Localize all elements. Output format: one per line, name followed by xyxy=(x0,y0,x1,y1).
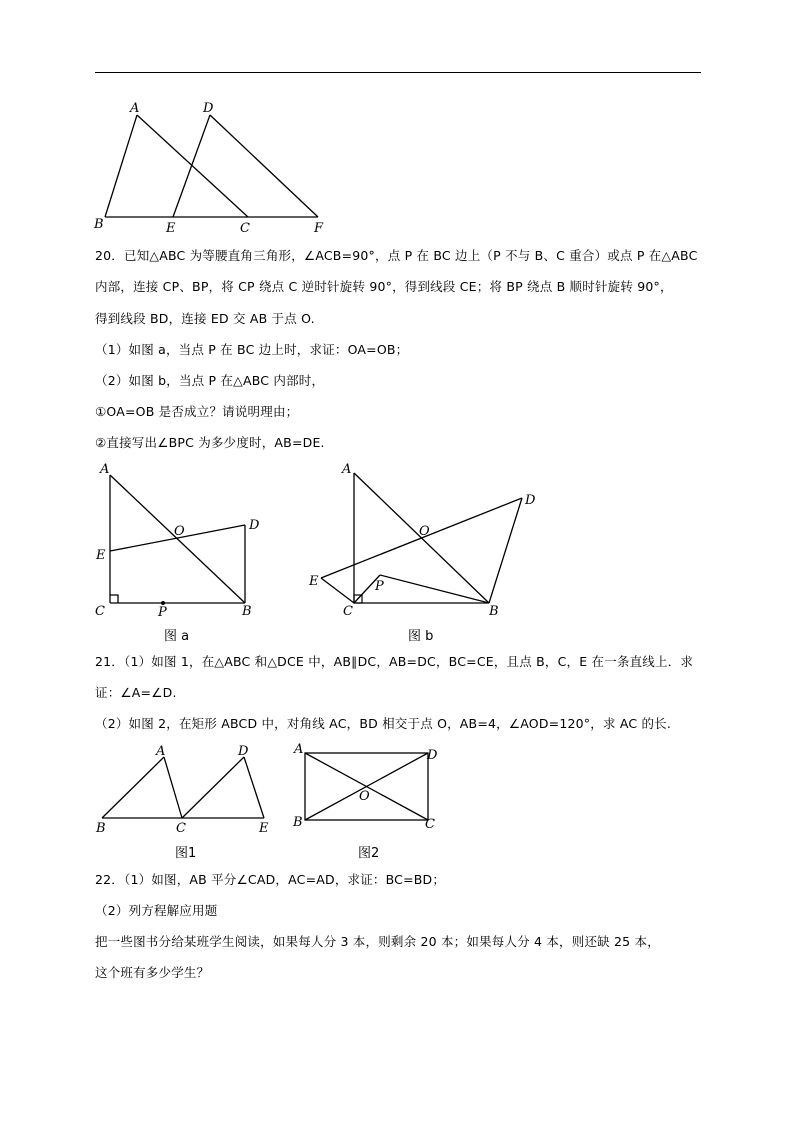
segment-AB xyxy=(105,115,137,217)
label-D: D xyxy=(203,101,214,116)
label-D: D xyxy=(238,744,249,759)
label-C: C xyxy=(425,817,435,832)
label-B: B xyxy=(489,604,499,619)
label-O: O xyxy=(174,524,185,539)
q22-line4: 这个班有多少学生？ xyxy=(95,965,210,980)
q20-line2: 内部，连接 CP、BP，将 CP 绕点 C 逆时针旋转 90°，得到线段 CE；将 BP 绕点 B 顺时针旋转 90°， xyxy=(95,279,673,294)
segment-AB xyxy=(110,475,245,603)
q21-part2: （2）如图 2，在矩形 ABCD 中，对角线 AC，BD 相交于点 O，AB=4，∠AOD=120°，求 AC 的长. xyxy=(95,716,672,731)
header-rule xyxy=(95,72,701,73)
q20-line1: 20．已知△ABC 为等腰直角三角形，∠ACB=90°，点 P 在 BC 边上（P 不与 B、C 重合）或点 P 在△ABC xyxy=(95,248,698,263)
label-B: B xyxy=(242,604,252,619)
label-E: E xyxy=(166,221,176,236)
label-A: A xyxy=(156,744,166,759)
figure-1 xyxy=(90,740,290,865)
q22-part1: 22．（1）如图，AB 平分∠CAD，AC=AD，求证：BC=BD； xyxy=(95,872,446,887)
label-A: A xyxy=(294,742,304,757)
q20-part1: （1）如图 a，当点 P 在 BC 边上时，求证：OA=OB； xyxy=(95,342,409,357)
segment-EC xyxy=(321,578,354,603)
label-O: O xyxy=(419,524,430,539)
label-E: E xyxy=(309,574,319,589)
label-F: F xyxy=(314,221,324,236)
q22-line3: 把一些图书分给某班学生阅读，如果每人分 3 本，则剩余 20 本；如果每人分 4 本，则还缺 25 本， xyxy=(95,934,660,949)
caption-figure-a: 图 a xyxy=(164,629,190,644)
segment-AC xyxy=(137,115,248,217)
label-E: E xyxy=(259,821,269,836)
figure-b xyxy=(305,460,545,650)
caption-figure-b: 图 b xyxy=(408,629,434,644)
label-B: B xyxy=(94,217,104,232)
label-P: P xyxy=(375,579,384,594)
caption-figure-1: 图1 xyxy=(175,846,197,861)
q20-part2: （2）如图 b，当点 P 在△ABC 内部时， xyxy=(95,373,325,388)
segment-BD xyxy=(489,498,522,603)
label-C: C xyxy=(95,604,105,619)
segment-DE xyxy=(173,115,210,217)
label-D: D xyxy=(427,748,438,763)
segment-DE xyxy=(244,757,264,818)
segment-DC xyxy=(182,757,244,818)
q22-part2: （2）列方程解应用题 xyxy=(95,903,218,918)
label-D: D xyxy=(525,493,536,508)
q20-line3: 得到线段 BD，连接 ED 交 AB 于点 O. xyxy=(95,311,315,326)
label-C: C xyxy=(343,604,353,619)
label-B: B xyxy=(293,815,303,830)
figure-a xyxy=(90,460,270,650)
segment-PB xyxy=(380,575,489,603)
q21-line1: 21．（1）如图 1，在△ABC 和△DCE 中，AB∥DC，AB=DC，BC=CE，且点 B，C，E 在一条直线上．求 xyxy=(95,654,694,669)
caption-figure-2: 图2 xyxy=(358,846,380,861)
segment-DF xyxy=(210,115,318,217)
label-A: A xyxy=(100,462,110,477)
label-O: O xyxy=(359,789,370,804)
right-angle-mark xyxy=(110,595,118,603)
q20-sub1: ①OA=OB 是否成立？请说明理由； xyxy=(95,404,299,419)
label-C: C xyxy=(240,221,250,236)
label-E: E xyxy=(96,548,106,563)
figure-2 xyxy=(285,740,455,865)
label-C: C xyxy=(176,821,186,836)
label-B: B xyxy=(96,821,106,836)
segment-AB xyxy=(102,757,164,818)
figure-q19 xyxy=(90,95,330,237)
label-A: A xyxy=(342,462,352,477)
segment-AC xyxy=(164,757,182,818)
label-A: A xyxy=(130,101,140,116)
label-P: P xyxy=(158,605,167,620)
label-D: D xyxy=(249,518,260,533)
q20-sub2: ②直接写出∠BPC 为多少度时，AB=DE. xyxy=(95,435,325,450)
q21-line2: 证：∠A=∠D. xyxy=(95,685,177,700)
